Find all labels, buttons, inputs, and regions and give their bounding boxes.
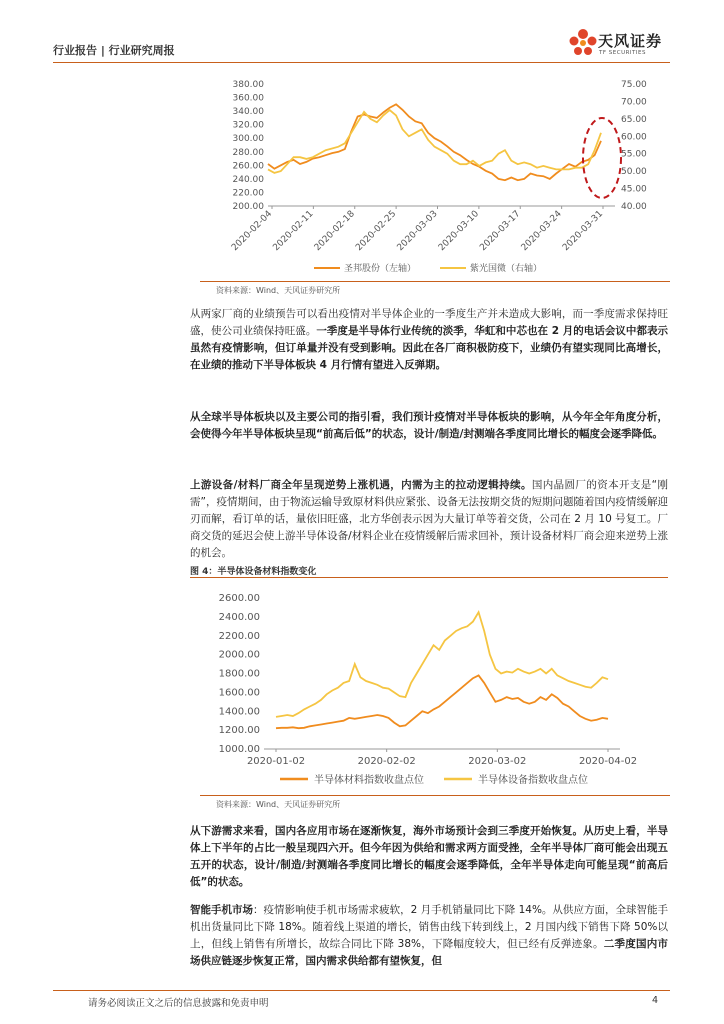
x-tick-label: 2020-03-02: [468, 756, 527, 767]
y-right-tick-label: 65.00: [621, 114, 647, 125]
header-divider: [53, 62, 670, 63]
y-left-tick-label: 360.00: [232, 93, 264, 104]
paragraph-text: ：疫情影响使手机市场需求疲软，2 月手机销量同比下降 14%。从供应方面，全球智能手机出货量同比下降 18%。随着线上渠道的增长，销售由线下转到线上，2 月国内线下销售下降 50%以上，但线上销售有所增长，故综合同比下降 38%，下降幅度较大，但已经有反弹迹象。: [190, 904, 668, 950]
y-left-tick-label: 340.00: [232, 107, 264, 118]
figure-divider: [190, 577, 668, 578]
y-tick-label: 1600.00: [218, 687, 260, 699]
series-line-right: [268, 110, 601, 173]
y-right-tick-label: 45.00: [621, 184, 647, 195]
report-category: 行业报告 | 行业研究周报: [53, 44, 175, 57]
y-tick-label: 1400.00: [218, 706, 260, 718]
footer-divider: [53, 990, 670, 991]
y-tick-label: 2000.00: [218, 649, 260, 661]
x-tick-label: 2020-02-02: [357, 756, 416, 767]
x-tick-label: 2020-02-25: [354, 209, 399, 254]
y-right-tick-label: 60.00: [621, 132, 647, 143]
logo-mark-icon: [568, 28, 598, 60]
figure4-title: 图 4：半导体设备材料指数变化: [190, 567, 317, 577]
y-left-tick-label: 220.00: [232, 188, 264, 199]
paragraph-upstream: [190, 477, 668, 562]
figure4-source: 资料来源：Wind、天风证券研究所: [216, 800, 341, 809]
legend-label: 圣邦股份（左轴）: [344, 264, 417, 274]
y-tick-label: 2400.00: [218, 611, 260, 623]
x-tick-label: 2020-02-11: [271, 209, 316, 254]
highlight-ellipse: [583, 118, 621, 198]
logo-subtext: TF SECURITIES: [599, 50, 646, 56]
footer-disclaimer: 请务必阅读正文之后的信息披露和免责申明: [88, 998, 269, 1009]
y-left-tick-label: 260.00: [232, 161, 264, 172]
y-left-tick-label: 320.00: [232, 120, 264, 131]
x-tick-label: 2020-03-17: [478, 209, 523, 254]
x-tick-label: 2020-03-10: [436, 209, 481, 254]
paragraph-bold-text: 上游设备/材料厂商全年呈现逆势上涨机遇，内需为主的拉动逻辑持续。: [190, 479, 532, 491]
legend-label: 半导体设备指数收盘点位: [478, 775, 588, 786]
y-tick-label: 1000.00: [218, 744, 260, 755]
paragraph-smartphone: [190, 902, 668, 970]
paragraph-text: 国内晶圆厂的资本开支是“刚需”，疫情期间，由于物流运输导致原材料供应紧张、设备无法按期交货的短期问题随着国内疫情缓解迎刃而解，看订单的话，量依旧旺盛，北方华创表示因为大量订单等着交货，公司在 2 月 10 号复工。厂商交货的延迟会使上游半导体设备/材料企业在疫情缓解后需求回补，预计设备材料厂商会迎来逆势上涨的机会。: [190, 479, 668, 559]
paragraph-bold-text: 从下游需求来看，国内各应用市场在逐渐恢复，海外市场预计会到三季度开始恢复。从历史上看，半导体上下半年的占比一般呈现四六开。但今年因为供给和需求两方面受挫，全年半导体厂商可能会出现五五开的状态，设计/制造/封测端各季度同比增长的幅度会逐季降低，全年半导体走向可能呈现“前高后低”的状态。: [190, 825, 668, 888]
chart1-source: 资料来源：Wind、天风证券研究所: [216, 286, 341, 295]
y-left-tick-label: 280.00: [232, 147, 264, 158]
x-tick-label: 2020-03-24: [519, 209, 564, 254]
y-right-tick-label: 70.00: [621, 97, 647, 108]
x-tick-label: 2020-01-02: [246, 756, 306, 767]
series-line-equipment: [276, 612, 608, 717]
legend-label: 半导体材料指数收盘点位: [314, 775, 424, 786]
y-right-tick-label: 55.00: [621, 149, 647, 160]
x-tick-label: 2020-04-02: [578, 756, 638, 767]
paragraph-demand: [190, 823, 668, 891]
y-tick-label: 2200.00: [218, 630, 260, 642]
y-left-tick-label: 380.00: [232, 80, 264, 90]
paragraph-bold-text: 从全球半导体板块以及主要公司的指引看，我们预计疫情对半导体板块的影响，从今年全年角度分析，会使得今年半导体板块呈现“前高后低”的状态，设计/制造/封测端各季度同比增长的幅度会逐季降低。: [190, 411, 668, 440]
y-tick-label: 1800.00: [218, 668, 260, 680]
y-left-tick-label: 240.00: [232, 174, 264, 185]
source-divider: [200, 795, 670, 796]
company-logo: [568, 28, 678, 64]
y-right-tick-label: 40.00: [621, 202, 647, 212]
x-tick-label: 2020-02-04: [230, 209, 275, 254]
x-tick-label: 2020-02-18: [312, 209, 357, 254]
series-line-materials: [276, 675, 608, 728]
y-tick-label: 2600.00: [218, 593, 260, 604]
stock-price-chart: [200, 72, 670, 282]
y-right-tick-label: 75.00: [621, 80, 647, 90]
paragraph-bold-tail: 二季度国内市场供应链逐步恢复正常，国内需求供给都有望恢复，但: [190, 938, 668, 967]
x-tick-label: 2020-03-31: [561, 209, 606, 254]
legend-label: 紫光国微（右轴）: [470, 264, 543, 274]
semiconductor-index-chart: [200, 582, 670, 792]
paragraph-text: 从两家厂商的业绩预告可以看出疫情对半导体企业的一季度生产并未造成大影响，而一季度需求保持旺盛，使公司业绩保持旺盛。: [190, 308, 668, 337]
page-number: 4: [652, 995, 659, 1006]
source-divider: [200, 281, 670, 282]
y-tick-label: 1200.00: [218, 725, 260, 737]
paragraph-outlook: [190, 409, 668, 443]
y-left-tick-label: 200.00: [232, 202, 264, 212]
x-tick-label: 2020-03-03: [395, 209, 440, 254]
logo-text: 天风证券: [598, 32, 663, 50]
y-left-tick-label: 300.00: [232, 134, 264, 145]
paragraph-bold-text: 一季度是半导体行业传统的淡季，华虹和中芯也在 2 月的电话会议中都表示虽然有疫情影响，但订单量并没有受到影响。因此在各厂商积极防疫下，业绩仍有望实现同比高增长，在业绩的推动下半导体板块 4 月行情有望进入反弹期。: [190, 325, 668, 371]
paragraph-bold-lead: 智能手机市场: [190, 904, 254, 916]
paragraph-earnings: [190, 306, 668, 374]
y-right-tick-label: 50.00: [621, 167, 647, 178]
